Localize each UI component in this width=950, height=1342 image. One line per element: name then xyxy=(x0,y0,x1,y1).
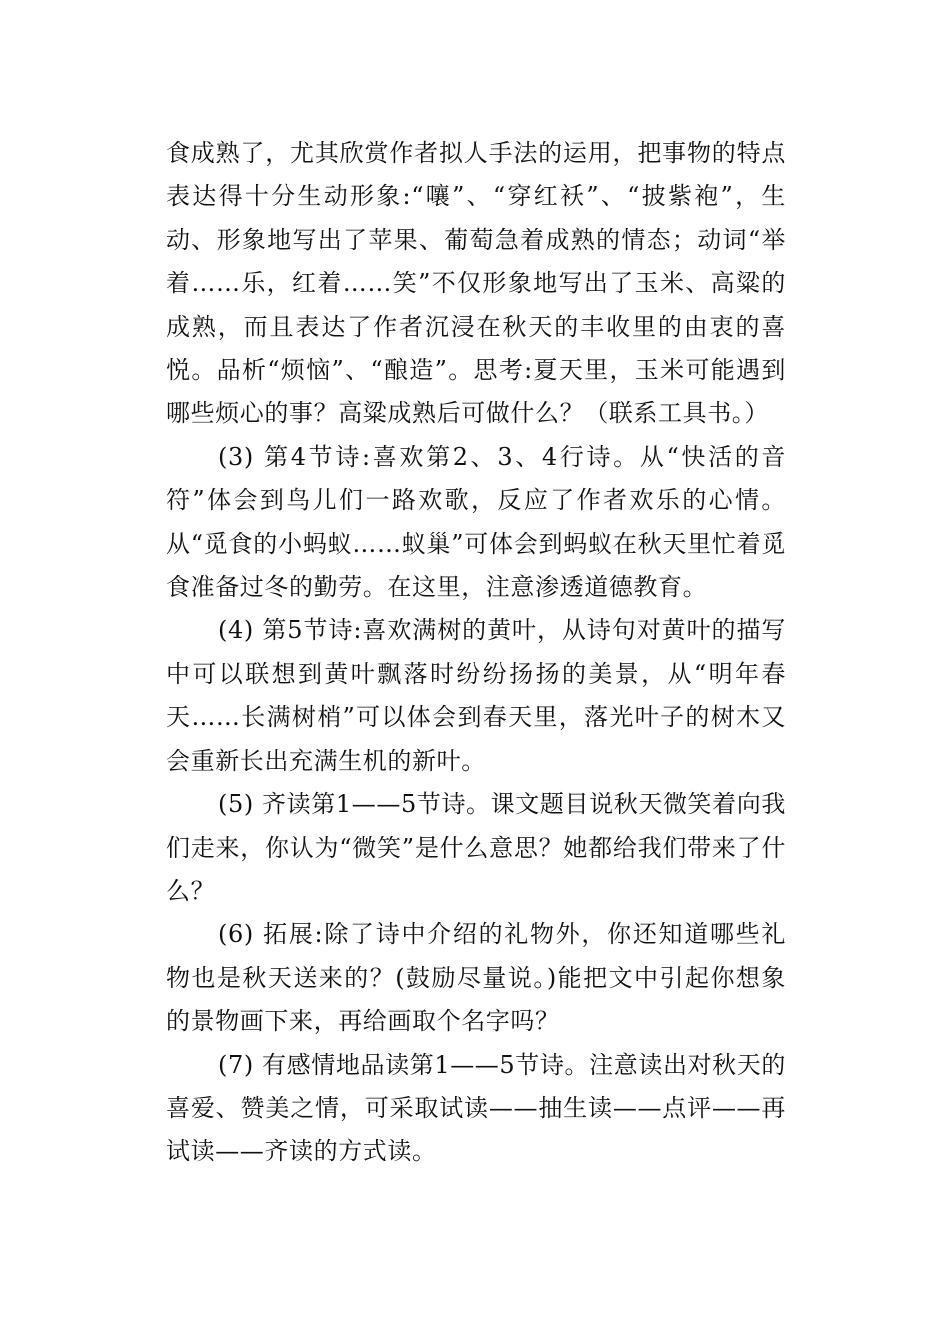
paragraph-item-4: (4) 第5节诗:喜欢满树的黄叶，从诗句对黄叶的描写中可以联想到黄叶飘落时纷纷扬扬的美景，从“明年春天……长满树梢”可以体会到春天里，落光叶子的树木又会重新长出充满生机的新叶。 xyxy=(166,616,786,775)
paragraph-item-5: (5) 齐读第1——5节诗。课文题目说秋天微笑着向我们走来，你认为“微笑”是什么意思？她都给我们带来了什么？ xyxy=(166,790,786,905)
paragraph-item-7: (7) 有感情地品读第1——5节诗。注意读出对秋天的喜爱、赞美之情，可采取试读——抽生读——点评——再试读——齐读的方式读。 xyxy=(166,1050,786,1166)
document-body xyxy=(166,132,786,1174)
paragraph-item-6: (6) 拓展:除了诗中介绍的礼物外，你还知道哪些礼物也是秋天送来的？(鼓励尽量说。)能把文中引起你想象的景物画下来，再给画取个名字吗？ xyxy=(166,920,786,1036)
paragraph-item-3: (3) 第4节诗:喜欢第2、3、4行诗。从“快活的音符”体会到鸟儿们一路欢歌，反应了作者欢乐的心情。从“觅食的小蚂蚁……蚁巢”可体会到蚂蚁在秋天里忙着觅食准备过冬的勤劳。在这里，注意渗透道德教育。 xyxy=(166,442,786,602)
paragraph-continued-analysis: 食成熟了，尤其欣赏作者拟人手法的运用，把事物的特点表达得十分生动形象:“嚷”、“穿红袄”、“披紫袍”，生动、形象地写出了苹果、葡萄急着成熟的情态；动词“举着……乐，红着……笑”不仅形象地写出了玉米、高粱的成熟，而且表达了作者沉浸在秋天的丰收里的由衷的喜悦。品析“烦恼”、“酿造”。思考:夏天里，玉米可能遇到哪些烦心的事？高粱成熟后可做什么？（联系工具书。） xyxy=(166,139,786,428)
